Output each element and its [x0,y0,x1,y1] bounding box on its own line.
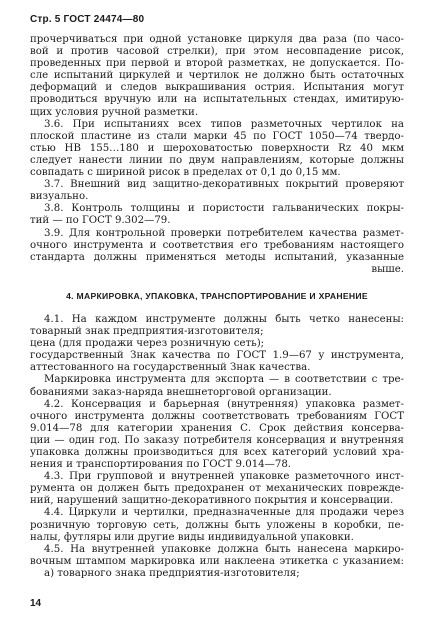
paragraph-4-5 [30,544,404,580]
text-line: цена (для продажи через розничную сеть); [30,338,265,350]
paragraph-3-6 [30,119,404,179]
text-line: щих условия ручной разметки. [30,106,199,118]
text-line: очного инструмента и соответствия его требованиям настоящего [30,239,404,251]
text-line: ции — один год. По заказу потребителя консервация и внутренняя [30,434,404,446]
text-line: следует нанести линии по двум направлениям, которые должны [30,154,404,166]
text-line: а) товарного знака предприятия-изготовителя; [44,567,300,579]
paragraph-4-3 [30,471,404,507]
text-line: упаковка должны производиться для всех категорий условий хра- [30,447,404,458]
paragraph-4-2 [30,399,404,472]
text-line: 4.4. Циркули и чертилки, предназначенные для продажи через [44,507,404,519]
paragraph-3-5-continued [30,34,404,119]
text-line: проведенных при первой и второй разметках, не допускается. По- [30,58,404,70]
text-line: вочным штампом маркировка или наклеена этикетка с указанием: [30,555,404,567]
text-line: 3.9. Для контрольной проверки потребителем качества размет- [44,227,404,239]
paragraph-4-1-export [30,374,404,398]
text-line: розничную торговую сеть, должны быть уложены в коробки, пе- [30,519,404,531]
text-line: стью НВ 155…180 и шероховатостью поверхности Rz 40 мкм [30,142,404,154]
paragraph-3-9 [30,228,404,276]
text-line: 4.2. Консервация и барьерная (внутренняя) упаковка размет- [44,398,404,410]
text-line: тий — по ГОСТ 9.302—79. [30,215,171,227]
text-line: 4.5. На внутренней упаковке должна быть нанесена маркиро- [44,543,404,555]
text-line: деформаций и следов выкрашивания острия. Испытания могут [30,82,404,94]
text-line: 3.8. Контроль толщины и пористости гальванических покры- [44,203,404,215]
paragraph-4-1 [30,314,404,374]
text-line: аттестованного на государственный Знак качества. [30,362,311,374]
text-line: совпадать с шириной рисок в пределах от 0,1 до 0,15 мм. [30,167,341,179]
section-title: 4. МАРКИРОВКА, УПАКОВКА, ТРАНСПОРТИРОВАНИЕ И ХРАНЕНИЕ [66,290,368,301]
text-line: государственный Знак качества по ГОСТ 1.9—67 у инструмента, [30,350,404,362]
text-line: ний, нарушений защитно-декоративного покрытия и консервации. [30,495,394,507]
paragraph-3-7 [30,179,404,203]
text-line: румента он должен быть предохранен от механических поврежде- [30,483,404,495]
text-line: налы, футляры или другие виды индивидуальной упаковки. [30,531,354,543]
text-line: прочерчиваться при одной установке циркуля два раза (по часо- [30,34,404,45]
text-line: визуально. [30,191,89,203]
text-line: Маркировка инструмента для экспорта — в соответствии с тре- [44,374,404,386]
text-line: нения и транспортирования по ГОСТ 9.014—78. [30,459,292,471]
text-line: 9.014—78 для категории хранения С. Срок действия консерва- [30,422,404,434]
text-line: 3.7. Внешний вид защитно-декоративных покрытий проверяют [44,179,404,191]
text-line: сле испытаний циркулей и чертилок не должно быть остаточных [30,70,404,82]
text-line: очного инструмента должны соответствовать требованиям ГОСТ [30,410,404,422]
text-line: проводиться вручную или на испытательных стендах, имитирую- [30,94,404,106]
text-line: стандарта должны применяться методы испытаний, указанные [30,251,404,263]
text-line: 4.3. При групповой и внутренней упаковке разметочного инст- [44,471,404,483]
paragraph-3-8 [30,203,404,227]
page-number: 14 [30,598,42,609]
text-line: вой и против часовой стрелки), при этом несовпадение рисок, [30,46,404,58]
text-line: товарный знак предприятия-изготовителя; [30,326,264,338]
document-body [30,34,404,580]
text-line: 4.1. На каждом инструменте должны быть четко нанесены: [44,313,404,325]
text-line: выше. [371,263,404,275]
text-line: 3.6. При испытаниях всех типов разметочных чертилок на [44,118,404,130]
page-header: Стр. 5 ГОСТ 24474—80 [30,14,145,25]
text-line: бованиями заказ-наряда внешнеторговой организации. [30,386,332,398]
text-line: плоской пластине из стали марки 45 по ГОСТ 1050—74 твердо- [30,130,404,142]
paragraph-4-4 [30,507,404,543]
